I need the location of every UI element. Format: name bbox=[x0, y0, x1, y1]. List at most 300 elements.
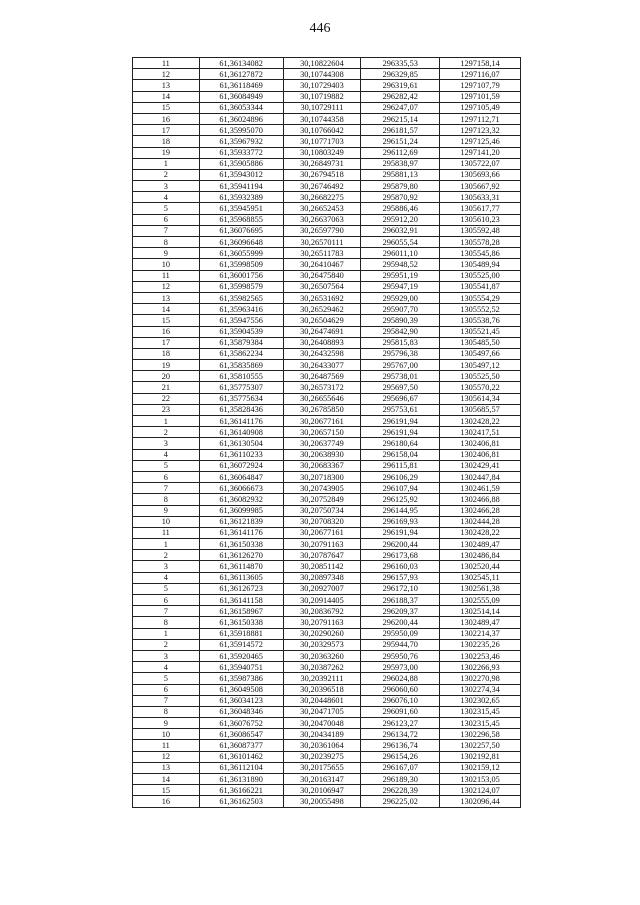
y-coordinate-cell: 1297101,59 bbox=[440, 91, 521, 102]
y-coordinate-cell: 1305592,48 bbox=[440, 225, 521, 236]
latitude-cell: 61,35918881 bbox=[199, 628, 283, 639]
table-row bbox=[133, 460, 521, 471]
x-coordinate-cell: 296200,44 bbox=[361, 539, 440, 550]
x-coordinate-cell: 295697,50 bbox=[361, 382, 440, 393]
latitude-cell: 61,36087377 bbox=[199, 740, 283, 751]
x-coordinate-cell: 295842,90 bbox=[361, 326, 440, 337]
table-row bbox=[133, 751, 521, 762]
x-coordinate-cell: 295838,97 bbox=[361, 158, 440, 169]
x-coordinate-cell: 296134,72 bbox=[361, 729, 440, 740]
longitude-cell: 30,10744358 bbox=[283, 113, 361, 124]
longitude-cell: 30,20448601 bbox=[283, 695, 361, 706]
latitude-cell: 61,35940751 bbox=[199, 662, 283, 673]
point-number-cell: 4 bbox=[133, 662, 200, 673]
longitude-cell: 30,10719882 bbox=[283, 91, 361, 102]
x-coordinate-cell: 296209,37 bbox=[361, 606, 440, 617]
point-number-cell: 10 bbox=[133, 259, 200, 270]
point-number-cell: 19 bbox=[133, 147, 200, 158]
latitude-cell: 61,35862234 bbox=[199, 348, 283, 359]
latitude-cell: 61,36141158 bbox=[199, 595, 283, 606]
table-row bbox=[133, 169, 521, 180]
latitude-cell: 61,36064847 bbox=[199, 471, 283, 482]
y-coordinate-cell: 1302428,22 bbox=[440, 416, 521, 427]
table-row bbox=[133, 639, 521, 650]
x-coordinate-cell: 296180,64 bbox=[361, 438, 440, 449]
x-coordinate-cell: 296106,29 bbox=[361, 471, 440, 482]
point-number-cell: 4 bbox=[133, 572, 200, 583]
x-coordinate-cell: 296154,26 bbox=[361, 751, 440, 762]
latitude-cell: 61,36099985 bbox=[199, 505, 283, 516]
table-row bbox=[133, 762, 521, 773]
point-number-cell: 2 bbox=[133, 169, 200, 180]
x-coordinate-cell: 296123,27 bbox=[361, 718, 440, 729]
point-number-cell: 10 bbox=[133, 729, 200, 740]
point-number-cell: 1 bbox=[133, 628, 200, 639]
table-row bbox=[133, 281, 521, 292]
longitude-cell: 30,20163147 bbox=[283, 774, 361, 785]
y-coordinate-cell: 1302159,12 bbox=[440, 762, 521, 773]
y-coordinate-cell: 1302555,09 bbox=[440, 595, 521, 606]
y-coordinate-cell: 1302489,47 bbox=[440, 539, 521, 550]
longitude-cell: 30,20329573 bbox=[283, 639, 361, 650]
table-row bbox=[133, 416, 521, 427]
longitude-cell: 30,20106947 bbox=[283, 785, 361, 796]
latitude-cell: 61,36034123 bbox=[199, 695, 283, 706]
latitude-cell: 61,36076695 bbox=[199, 225, 283, 236]
point-number-cell: 18 bbox=[133, 136, 200, 147]
longitude-cell: 30,20434189 bbox=[283, 729, 361, 740]
longitude-cell: 30,26637063 bbox=[283, 214, 361, 225]
y-coordinate-cell: 1305525,00 bbox=[440, 270, 521, 281]
point-number-cell: 3 bbox=[133, 438, 200, 449]
longitude-cell: 30,20361064 bbox=[283, 740, 361, 751]
table-row bbox=[133, 673, 521, 684]
table-row bbox=[133, 181, 521, 192]
table-row bbox=[133, 371, 521, 382]
latitude-cell: 61,35982565 bbox=[199, 292, 283, 303]
point-number-cell: 15 bbox=[133, 785, 200, 796]
longitude-cell: 30,26849731 bbox=[283, 158, 361, 169]
point-number-cell: 1 bbox=[133, 158, 200, 169]
longitude-cell: 30,20677161 bbox=[283, 527, 361, 538]
longitude-cell: 30,20791163 bbox=[283, 617, 361, 628]
point-number-cell: 10 bbox=[133, 516, 200, 527]
table-row bbox=[133, 91, 521, 102]
latitude-cell: 61,35998579 bbox=[199, 281, 283, 292]
x-coordinate-cell: 296167,07 bbox=[361, 762, 440, 773]
point-number-cell: 22 bbox=[133, 393, 200, 404]
longitude-cell: 30,20683367 bbox=[283, 460, 361, 471]
latitude-cell: 61,35914572 bbox=[199, 639, 283, 650]
x-coordinate-cell: 295870,92 bbox=[361, 192, 440, 203]
longitude-cell: 30,20787647 bbox=[283, 550, 361, 561]
y-coordinate-cell: 1297112,71 bbox=[440, 113, 521, 124]
latitude-cell: 61,35967932 bbox=[199, 136, 283, 147]
y-coordinate-cell: 1297116,07 bbox=[440, 69, 521, 80]
point-number-cell: 21 bbox=[133, 382, 200, 393]
y-coordinate-cell: 1302153,05 bbox=[440, 774, 521, 785]
longitude-cell: 30,26570111 bbox=[283, 237, 361, 248]
point-number-cell: 16 bbox=[133, 796, 200, 807]
table-row bbox=[133, 270, 521, 281]
table-row bbox=[133, 58, 521, 69]
x-coordinate-cell: 295753,61 bbox=[361, 404, 440, 415]
x-coordinate-cell: 296191,94 bbox=[361, 527, 440, 538]
point-number-cell: 7 bbox=[133, 483, 200, 494]
latitude-cell: 61,36053344 bbox=[199, 102, 283, 113]
latitude-cell: 61,35905886 bbox=[199, 158, 283, 169]
y-coordinate-cell: 1297107,79 bbox=[440, 80, 521, 91]
page-number: 446 bbox=[309, 21, 331, 36]
longitude-cell: 30,10729403 bbox=[283, 80, 361, 91]
coordinates-table bbox=[132, 57, 521, 808]
latitude-cell: 61,36110233 bbox=[199, 449, 283, 460]
latitude-cell: 61,36158967 bbox=[199, 606, 283, 617]
y-coordinate-cell: 1305722,07 bbox=[440, 158, 521, 169]
y-coordinate-cell: 1305545,86 bbox=[440, 248, 521, 259]
table-row bbox=[133, 203, 521, 214]
x-coordinate-cell: 295796,38 bbox=[361, 348, 440, 359]
point-number-cell: 16 bbox=[133, 326, 200, 337]
latitude-cell: 61,36096648 bbox=[199, 237, 283, 248]
table-row bbox=[133, 248, 521, 259]
table-row bbox=[133, 785, 521, 796]
longitude-cell: 30,20914405 bbox=[283, 595, 361, 606]
table-row bbox=[133, 740, 521, 751]
table-row bbox=[133, 595, 521, 606]
y-coordinate-cell: 1302428,22 bbox=[440, 527, 521, 538]
latitude-cell: 61,36131890 bbox=[199, 774, 283, 785]
table-row bbox=[133, 225, 521, 236]
y-coordinate-cell: 1305610,23 bbox=[440, 214, 521, 225]
latitude-cell: 61,36134082 bbox=[199, 58, 283, 69]
longitude-cell: 30,26655646 bbox=[283, 393, 361, 404]
table-row bbox=[133, 80, 521, 91]
longitude-cell: 30,20290260 bbox=[283, 628, 361, 639]
table-row bbox=[133, 315, 521, 326]
latitude-cell: 61,35968855 bbox=[199, 214, 283, 225]
point-number-cell: 7 bbox=[133, 225, 200, 236]
x-coordinate-cell: 296158,04 bbox=[361, 449, 440, 460]
longitude-cell: 30,20055498 bbox=[283, 796, 361, 807]
point-number-cell: 3 bbox=[133, 650, 200, 661]
latitude-cell: 61,36113605 bbox=[199, 572, 283, 583]
y-coordinate-cell: 1302466,88 bbox=[440, 494, 521, 505]
x-coordinate-cell: 296125,92 bbox=[361, 494, 440, 505]
point-number-cell: 17 bbox=[133, 337, 200, 348]
x-coordinate-cell: 296157,93 bbox=[361, 572, 440, 583]
latitude-cell: 61,35920465 bbox=[199, 650, 283, 661]
table-row bbox=[133, 650, 521, 661]
x-coordinate-cell: 295973,00 bbox=[361, 662, 440, 673]
x-coordinate-cell: 296173,68 bbox=[361, 550, 440, 561]
latitude-cell: 61,36101462 bbox=[199, 751, 283, 762]
table-row bbox=[133, 471, 521, 482]
y-coordinate-cell: 1305578,28 bbox=[440, 237, 521, 248]
point-number-cell: 8 bbox=[133, 494, 200, 505]
point-number-cell: 12 bbox=[133, 69, 200, 80]
latitude-cell: 61,36066673 bbox=[199, 483, 283, 494]
longitude-cell: 30,26746492 bbox=[283, 181, 361, 192]
x-coordinate-cell: 295912,20 bbox=[361, 214, 440, 225]
x-coordinate-cell: 295767,00 bbox=[361, 360, 440, 371]
longitude-cell: 30,26474691 bbox=[283, 326, 361, 337]
y-coordinate-cell: 1302466,28 bbox=[440, 505, 521, 516]
x-coordinate-cell: 296329,85 bbox=[361, 69, 440, 80]
point-number-cell: 20 bbox=[133, 371, 200, 382]
y-coordinate-cell: 1302561,38 bbox=[440, 583, 521, 594]
coordinates-table-body bbox=[133, 58, 521, 808]
point-number-cell: 18 bbox=[133, 348, 200, 359]
y-coordinate-cell: 1305541,87 bbox=[440, 281, 521, 292]
longitude-cell: 30,26531692 bbox=[283, 292, 361, 303]
point-number-cell: 13 bbox=[133, 292, 200, 303]
table-row bbox=[133, 304, 521, 315]
longitude-cell: 30,20239275 bbox=[283, 751, 361, 762]
latitude-cell: 61,36141176 bbox=[199, 527, 283, 538]
y-coordinate-cell: 1302214,37 bbox=[440, 628, 521, 639]
y-coordinate-cell: 1302447,84 bbox=[440, 471, 521, 482]
x-coordinate-cell: 296191,94 bbox=[361, 427, 440, 438]
table-row bbox=[133, 516, 521, 527]
y-coordinate-cell: 1302235,26 bbox=[440, 639, 521, 650]
x-coordinate-cell: 295907,70 bbox=[361, 304, 440, 315]
table-row bbox=[133, 550, 521, 561]
point-number-cell: 13 bbox=[133, 80, 200, 91]
x-coordinate-cell: 295738,01 bbox=[361, 371, 440, 382]
latitude-cell: 61,36126723 bbox=[199, 583, 283, 594]
x-coordinate-cell: 296011,10 bbox=[361, 248, 440, 259]
latitude-cell: 61,36112104 bbox=[199, 762, 283, 773]
longitude-cell: 30,26597790 bbox=[283, 225, 361, 236]
point-number-cell: 7 bbox=[133, 695, 200, 706]
y-coordinate-cell: 1302266,93 bbox=[440, 662, 521, 673]
table-row bbox=[133, 796, 521, 807]
point-number-cell: 11 bbox=[133, 58, 200, 69]
y-coordinate-cell: 1302406,81 bbox=[440, 449, 521, 460]
latitude-cell: 61,35904539 bbox=[199, 326, 283, 337]
longitude-cell: 30,10766042 bbox=[283, 125, 361, 136]
y-coordinate-cell: 1302315,45 bbox=[440, 718, 521, 729]
table-row bbox=[133, 136, 521, 147]
longitude-cell: 30,20363260 bbox=[283, 650, 361, 661]
latitude-cell: 61,36114870 bbox=[199, 561, 283, 572]
x-coordinate-cell: 296055,54 bbox=[361, 237, 440, 248]
table-row bbox=[133, 192, 521, 203]
point-number-cell: 14 bbox=[133, 774, 200, 785]
x-coordinate-cell: 296032,91 bbox=[361, 225, 440, 236]
y-coordinate-cell: 1302257,50 bbox=[440, 740, 521, 751]
longitude-cell: 30,20637749 bbox=[283, 438, 361, 449]
table-row bbox=[133, 505, 521, 516]
y-coordinate-cell: 1302444,28 bbox=[440, 516, 521, 527]
table-row bbox=[133, 348, 521, 359]
latitude-cell: 61,35933772 bbox=[199, 147, 283, 158]
y-coordinate-cell: 1302096,44 bbox=[440, 796, 521, 807]
latitude-cell: 61,36121839 bbox=[199, 516, 283, 527]
longitude-cell: 30,20752849 bbox=[283, 494, 361, 505]
y-coordinate-cell: 1305521,45 bbox=[440, 326, 521, 337]
table-row bbox=[133, 292, 521, 303]
x-coordinate-cell: 295948,52 bbox=[361, 259, 440, 270]
table-row bbox=[133, 337, 521, 348]
latitude-cell: 61,35945951 bbox=[199, 203, 283, 214]
latitude-cell: 61,35775307 bbox=[199, 382, 283, 393]
point-number-cell: 6 bbox=[133, 595, 200, 606]
point-number-cell: 2 bbox=[133, 550, 200, 561]
latitude-cell: 61,35941194 bbox=[199, 181, 283, 192]
point-number-cell: 6 bbox=[133, 684, 200, 695]
point-number-cell: 8 bbox=[133, 617, 200, 628]
table-row bbox=[133, 662, 521, 673]
longitude-cell: 30,26410467 bbox=[283, 259, 361, 270]
longitude-cell: 30,26682275 bbox=[283, 192, 361, 203]
latitude-cell: 61,36126270 bbox=[199, 550, 283, 561]
point-number-cell: 8 bbox=[133, 237, 200, 248]
table-row bbox=[133, 259, 521, 270]
longitude-cell: 30,20638930 bbox=[283, 449, 361, 460]
point-number-cell: 1 bbox=[133, 539, 200, 550]
longitude-cell: 30,26511783 bbox=[283, 248, 361, 259]
longitude-cell: 30,10822604 bbox=[283, 58, 361, 69]
longitude-cell: 30,20677161 bbox=[283, 416, 361, 427]
longitude-cell: 30,26433077 bbox=[283, 360, 361, 371]
table-row bbox=[133, 125, 521, 136]
point-number-cell: 9 bbox=[133, 718, 200, 729]
y-coordinate-cell: 1302315,45 bbox=[440, 706, 521, 717]
table-row bbox=[133, 684, 521, 695]
longitude-cell: 30,20708320 bbox=[283, 516, 361, 527]
longitude-cell: 30,10771703 bbox=[283, 136, 361, 147]
point-number-cell: 11 bbox=[133, 740, 200, 751]
y-coordinate-cell: 1302253,46 bbox=[440, 650, 521, 661]
longitude-cell: 30,26504629 bbox=[283, 315, 361, 326]
latitude-cell: 61,36055999 bbox=[199, 248, 283, 259]
table-row bbox=[133, 561, 521, 572]
x-coordinate-cell: 295879,80 bbox=[361, 181, 440, 192]
longitude-cell: 30,26652453 bbox=[283, 203, 361, 214]
y-coordinate-cell: 1302461,59 bbox=[440, 483, 521, 494]
y-coordinate-cell: 1302429,41 bbox=[440, 460, 521, 471]
latitude-cell: 61,36086547 bbox=[199, 729, 283, 740]
point-number-cell: 5 bbox=[133, 583, 200, 594]
y-coordinate-cell: 1302270,98 bbox=[440, 673, 521, 684]
x-coordinate-cell: 295815,83 bbox=[361, 337, 440, 348]
point-number-cell: 11 bbox=[133, 270, 200, 281]
point-number-cell: 11 bbox=[133, 527, 200, 538]
point-number-cell: 8 bbox=[133, 706, 200, 717]
table-row bbox=[133, 494, 521, 505]
y-coordinate-cell: 1305525,50 bbox=[440, 371, 521, 382]
x-coordinate-cell: 296172,10 bbox=[361, 583, 440, 594]
point-number-cell: 12 bbox=[133, 751, 200, 762]
latitude-cell: 61,35963416 bbox=[199, 304, 283, 315]
table-row bbox=[133, 628, 521, 639]
table-row bbox=[133, 158, 521, 169]
x-coordinate-cell: 296151,24 bbox=[361, 136, 440, 147]
table-row bbox=[133, 527, 521, 538]
point-number-cell: 13 bbox=[133, 762, 200, 773]
y-coordinate-cell: 1305554,29 bbox=[440, 292, 521, 303]
x-coordinate-cell: 296024,88 bbox=[361, 673, 440, 684]
table-row bbox=[133, 449, 521, 460]
y-coordinate-cell: 1305497,66 bbox=[440, 348, 521, 359]
y-coordinate-cell: 1302545,11 bbox=[440, 572, 521, 583]
longitude-cell: 30,26408893 bbox=[283, 337, 361, 348]
longitude-cell: 30,20750734 bbox=[283, 505, 361, 516]
table-row bbox=[133, 729, 521, 740]
longitude-cell: 30,10803249 bbox=[283, 147, 361, 158]
latitude-cell: 61,36076752 bbox=[199, 718, 283, 729]
latitude-cell: 61,36048346 bbox=[199, 706, 283, 717]
latitude-cell: 61,35828436 bbox=[199, 404, 283, 415]
y-coordinate-cell: 1305489,94 bbox=[440, 259, 521, 270]
longitude-cell: 30,26785850 bbox=[283, 404, 361, 415]
point-number-cell: 6 bbox=[133, 214, 200, 225]
table-row bbox=[133, 326, 521, 337]
longitude-cell: 30,26507564 bbox=[283, 281, 361, 292]
x-coordinate-cell: 295696,67 bbox=[361, 393, 440, 404]
y-coordinate-cell: 1305552,52 bbox=[440, 304, 521, 315]
table-row bbox=[133, 606, 521, 617]
x-coordinate-cell: 296191,94 bbox=[361, 416, 440, 427]
latitude-cell: 61,36082932 bbox=[199, 494, 283, 505]
y-coordinate-cell: 1302520,44 bbox=[440, 561, 521, 572]
longitude-cell: 30,20175655 bbox=[283, 762, 361, 773]
latitude-cell: 61,35947556 bbox=[199, 315, 283, 326]
y-coordinate-cell: 1305614,34 bbox=[440, 393, 521, 404]
table-row bbox=[133, 774, 521, 785]
table-row bbox=[133, 483, 521, 494]
point-number-cell: 5 bbox=[133, 203, 200, 214]
point-number-cell: 2 bbox=[133, 639, 200, 650]
y-coordinate-cell: 1302489,47 bbox=[440, 617, 521, 628]
y-coordinate-cell: 1305617,77 bbox=[440, 203, 521, 214]
y-coordinate-cell: 1297125,46 bbox=[440, 136, 521, 147]
y-coordinate-cell: 1302192,81 bbox=[440, 751, 521, 762]
longitude-cell: 30,20897348 bbox=[283, 572, 361, 583]
point-number-cell: 5 bbox=[133, 673, 200, 684]
y-coordinate-cell: 1305693,66 bbox=[440, 169, 521, 180]
longitude-cell: 30,26487569 bbox=[283, 371, 361, 382]
table-row bbox=[133, 360, 521, 371]
point-number-cell: 15 bbox=[133, 102, 200, 113]
longitude-cell: 30,20392111 bbox=[283, 673, 361, 684]
table-row bbox=[133, 539, 521, 550]
x-coordinate-cell: 296115,81 bbox=[361, 460, 440, 471]
x-coordinate-cell: 296319,61 bbox=[361, 80, 440, 91]
latitude-cell: 61,36150338 bbox=[199, 617, 283, 628]
latitude-cell: 61,35995070 bbox=[199, 125, 283, 136]
point-number-cell: 3 bbox=[133, 181, 200, 192]
longitude-cell: 30,10744308 bbox=[283, 69, 361, 80]
x-coordinate-cell: 296335,53 bbox=[361, 58, 440, 69]
longitude-cell: 30,20927007 bbox=[283, 583, 361, 594]
latitude-cell: 61,36072924 bbox=[199, 460, 283, 471]
x-coordinate-cell: 296228,39 bbox=[361, 785, 440, 796]
latitude-cell: 61,36150338 bbox=[199, 539, 283, 550]
latitude-cell: 61,35810555 bbox=[199, 371, 283, 382]
point-number-cell: 12 bbox=[133, 281, 200, 292]
y-coordinate-cell: 1297105,49 bbox=[440, 102, 521, 113]
longitude-cell: 30,20718300 bbox=[283, 471, 361, 482]
y-coordinate-cell: 1302417,51 bbox=[440, 427, 521, 438]
x-coordinate-cell: 296112,69 bbox=[361, 147, 440, 158]
latitude-cell: 61,36024896 bbox=[199, 113, 283, 124]
point-number-cell: 4 bbox=[133, 192, 200, 203]
x-coordinate-cell: 296181,57 bbox=[361, 125, 440, 136]
point-number-cell: 2 bbox=[133, 427, 200, 438]
